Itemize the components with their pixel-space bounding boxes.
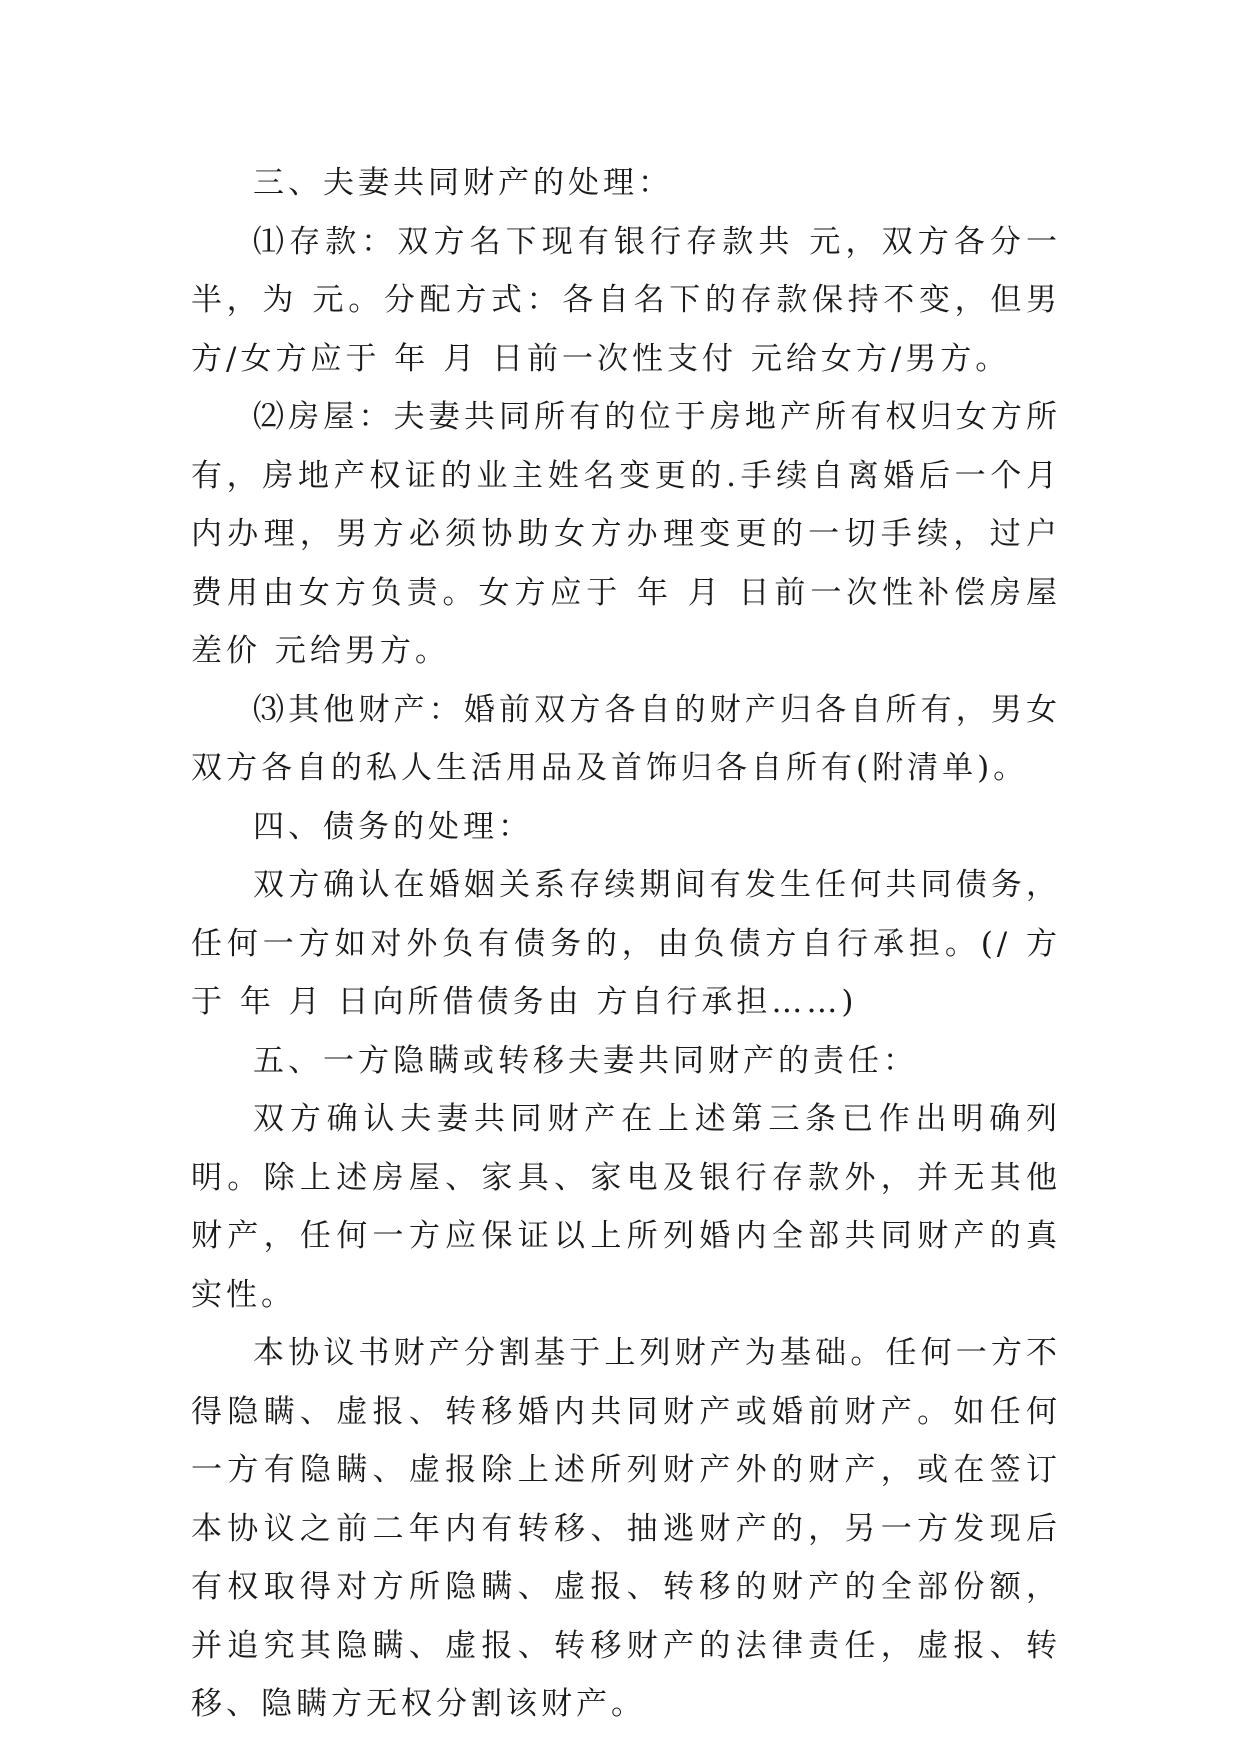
paragraph-concealment-liability: 本协议书财产分割基于上列财产为基础。任何一方不得隐瞒、虚报、转移婚内共同财产或婚前财产。如任何一方有隐瞒、虚报除上述所列财产外的财产，或在签订本协议之前二年内有转移、抽逃财产的，另一方发现后有权取得对方所隐瞒、虚报、转移的财产的全部份额，并追究其隐瞒、虚报、转移财产的法律责任，虚报、转移、隐瞒方无权分割该财产。: [191, 1335, 1061, 1722]
paragraph-housing: ⑵房屋：夫妻共同所有的位于房地产所有权归女方所有，房地产权证的业主姓名变更的.手续自离婚后一个月内办理，男方必须协助女方办理变更的一切手续，过户费用由女方负责。女方应于 年 月 日前一次性补偿房屋差价 元给男方。: [191, 399, 1061, 669]
section-heading-debts: 四、债务的处理：: [253, 808, 533, 845]
paragraph-savings: ⑴存款：双方名下现有银行存款共 元，双方各分一半，为 元。分配方式：各自名下的存款保持不变，但男方/女方应于 年 月 日前一次性支付 元给女方/男方。: [191, 223, 1061, 377]
paragraph-other-property: ⑶其他财产：婚前双方各自的财产归各自所有，男女双方各自的私人生活用品及首饰归各自所有(附清单)。: [191, 691, 1061, 786]
paragraph-property-confirmation: 双方确认夫妻共同财产在上述第三条已作出明确列明。除上述房屋、家具、家电及银行存款外，并无其他财产，任何一方应保证以上所列婚内全部共同财产的真实性。: [191, 1101, 1061, 1313]
document-body: [191, 154, 1061, 1734]
section-heading-joint-property: 三、夫妻共同财产的处理：: [253, 165, 673, 201]
paragraph-debts: 双方确认在婚姻关系存续期间有发生任何共同债务，任何一方如对外负有债务的，由负债方自行承担。(/ 方于 年 月 日向所借债务由 方自行承担……): [191, 867, 1061, 1020]
section-heading-concealment: 五、一方隐瞒或转移夫妻共同财产的责任：: [253, 1042, 918, 1079]
